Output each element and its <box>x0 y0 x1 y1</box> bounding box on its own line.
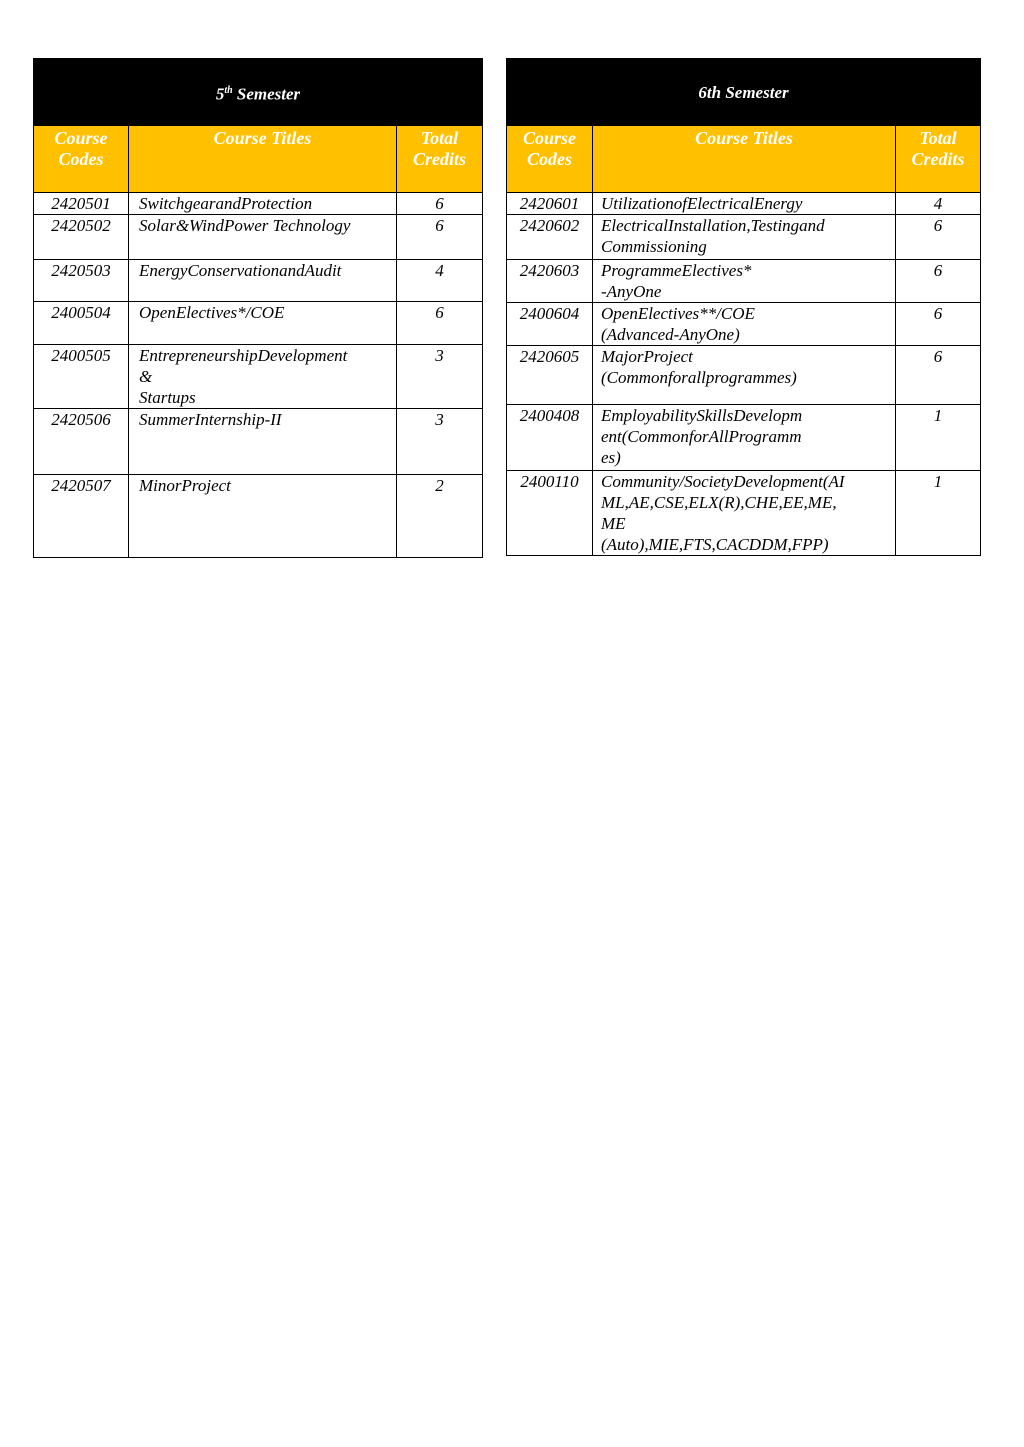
semester-6-heading-row <box>507 59 981 126</box>
semester-5-heading: 5th Semester <box>34 59 483 126</box>
course-credits: 6 <box>896 303 981 346</box>
course-title: MajorProject (Commonforallprogrammes) <box>593 346 896 405</box>
course-title: ElectricalInstallation,Testingand Commissioning <box>593 215 896 260</box>
course-credits: 1 <box>896 405 981 471</box>
course-code: 2420601 <box>507 193 593 215</box>
course-title: EnergyConservationandAudit <box>129 260 397 302</box>
course-code: 2420605 <box>507 346 593 405</box>
table-row <box>507 346 981 405</box>
course-code: 2400504 <box>34 302 129 345</box>
course-title: EntrepreneurshipDevelopment & Startups <box>129 345 397 409</box>
course-titles-header: Course Titles <box>129 126 397 193</box>
course-credits: 2 <box>397 475 483 558</box>
course-codes-header: Course Codes <box>34 126 129 193</box>
course-credits: 6 <box>397 302 483 345</box>
semester-6-column-headers <box>507 126 981 193</box>
table-row <box>34 475 483 558</box>
table-row <box>34 302 483 345</box>
course-titles-header: Course Titles <box>593 126 896 193</box>
course-code: 2420503 <box>34 260 129 302</box>
course-title: SummerInternship-II <box>129 409 397 475</box>
course-credits: 6 <box>896 346 981 405</box>
course-code: 2420603 <box>507 260 593 303</box>
course-code: 2400408 <box>507 405 593 471</box>
course-title: Community/SocietyDevelopment(AI ML,AE,CSE,ELX(R),CHE,EE,ME, ME (Auto),MIE,FTS,CACDDM,FPP) <box>593 471 896 556</box>
semester-6-table <box>506 58 981 556</box>
course-credits: 6 <box>896 260 981 303</box>
course-credits: 3 <box>397 345 483 409</box>
course-title: SwitchgearandProtection <box>129 193 397 215</box>
course-code: 2420602 <box>507 215 593 260</box>
table-row <box>507 215 981 260</box>
course-title: ProgrammeElectives* -AnyOne <box>593 260 896 303</box>
semester-5-heading-row <box>34 59 483 126</box>
course-credits: 6 <box>397 193 483 215</box>
course-credits: 3 <box>397 409 483 475</box>
course-title: EmployabilitySkillsDevelopm ent(CommonforAllProgramm es) <box>593 405 896 471</box>
course-credits: 1 <box>896 471 981 556</box>
total-credits-header: Total Credits <box>896 126 981 193</box>
course-code: 2420502 <box>34 215 129 260</box>
total-credits-header: Total Credits <box>397 126 483 193</box>
table-row <box>507 405 981 471</box>
table-row <box>34 345 483 409</box>
semester-5-table <box>33 58 483 558</box>
course-credits: 4 <box>896 193 981 215</box>
course-title: UtilizationofElectricalEnergy <box>593 193 896 215</box>
table-row <box>34 260 483 302</box>
course-code: 2400505 <box>34 345 129 409</box>
course-code: 2400604 <box>507 303 593 346</box>
course-title: Solar&WindPower Technology <box>129 215 397 260</box>
course-code: 2420506 <box>34 409 129 475</box>
table-row <box>507 260 981 303</box>
table-row <box>34 193 483 215</box>
semester-5-column-headers <box>34 126 483 193</box>
course-code: 2420501 <box>34 193 129 215</box>
table-row <box>507 303 981 346</box>
course-credits: 4 <box>397 260 483 302</box>
course-codes-header: Course Codes <box>507 126 593 193</box>
course-code: 2420507 <box>34 475 129 558</box>
course-credits: 6 <box>896 215 981 260</box>
table-row <box>34 215 483 260</box>
course-title: OpenElectives*/COE <box>129 302 397 345</box>
table-row <box>507 471 981 556</box>
course-credits: 6 <box>397 215 483 260</box>
course-title: MinorProject <box>129 475 397 558</box>
course-title: OpenElectives**/COE (Advanced-AnyOne) <box>593 303 896 346</box>
table-row <box>507 193 981 215</box>
course-code: 2400110 <box>507 471 593 556</box>
table-row <box>34 409 483 475</box>
semester-6-heading: 6th Semester <box>507 59 981 126</box>
